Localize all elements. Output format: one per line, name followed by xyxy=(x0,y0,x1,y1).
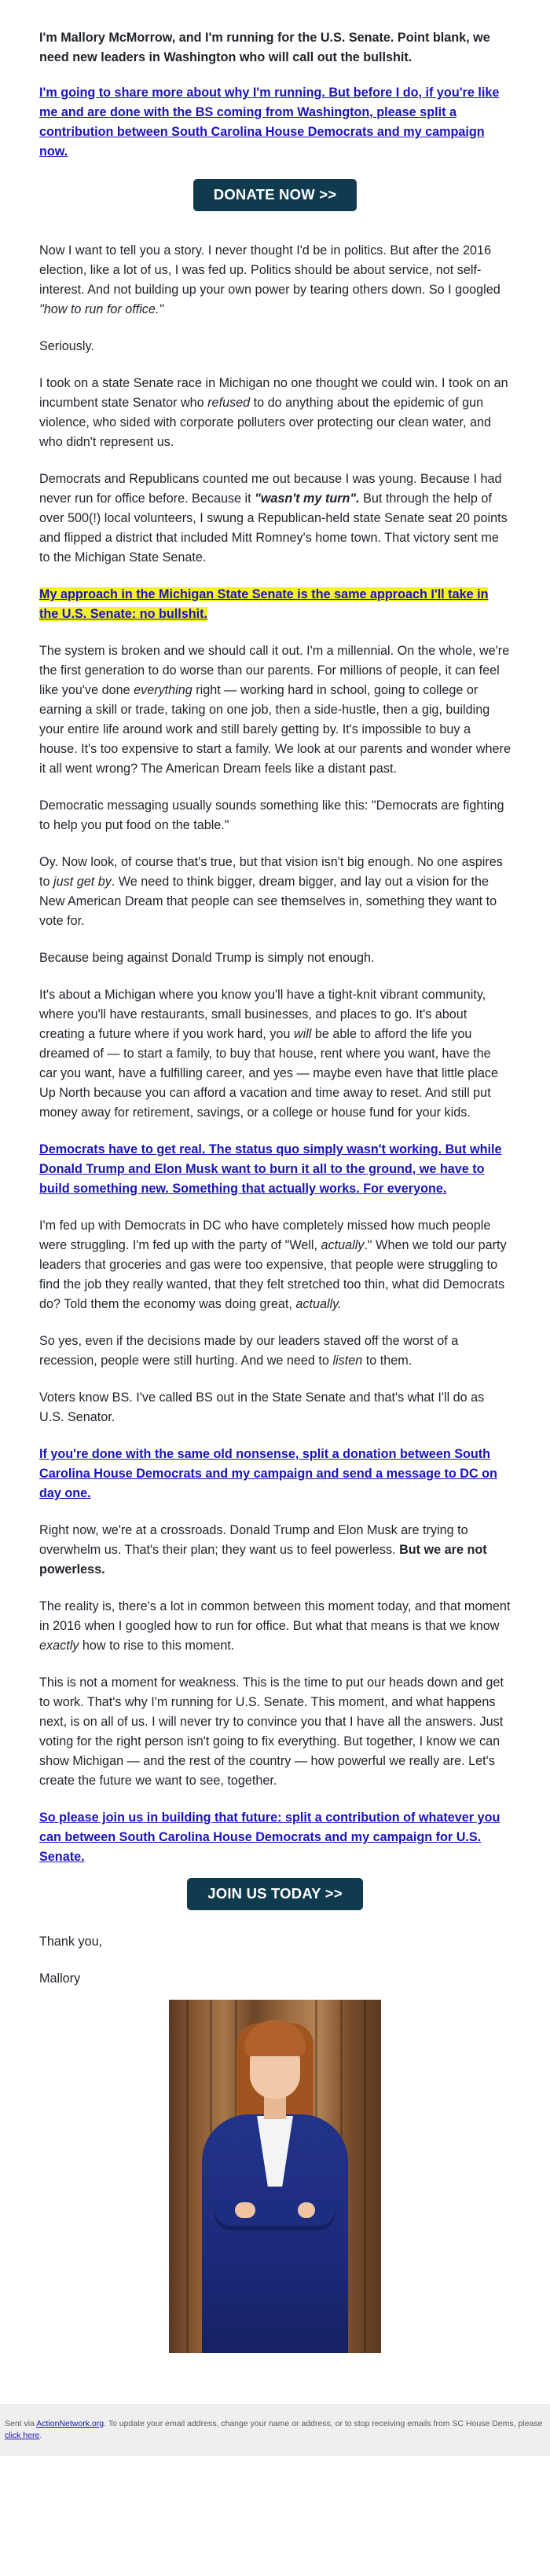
emphasis: will xyxy=(293,1027,312,1041)
footer-text: . To update your email address, change your name or address, or to stop receiving emails from SC House Dems, please xyxy=(104,2419,543,2428)
wood-slat xyxy=(364,2000,366,2353)
highlight-paragraph xyxy=(39,585,511,624)
hand xyxy=(298,2202,315,2218)
cta-paragraph-4 xyxy=(39,1808,511,1867)
story-paragraph-11 xyxy=(39,1332,511,1371)
text: be able to afford the life you dreamed of — to start a family, to buy that house, rent where you want, have the car you want, have a fulfilling career, and yes — maybe even have that little place Up North because you can afford a vacation and time away to reset. And still put money away for retirement, savings, or a college or house fund for your kids. xyxy=(39,1027,498,1120)
text: I took on a state Senate race in Michigan no one thought we could win. I took on an incumbent state Senator who xyxy=(39,376,508,410)
text: It's about a Michigan where you know you'll have a tight-knit vibrant community, where you'll have restaurants, small businesses, and places to go. It's about creating a future where if you work hard, you xyxy=(39,988,486,1041)
cta-paragraph-1 xyxy=(39,83,511,162)
emphasis: exactly xyxy=(39,1639,79,1653)
text: . We need to think bigger, dream bigger, and lay out a vision for the New American Dream that people can see themselves in, something they want to vote for. xyxy=(39,875,497,928)
signoff: Thank you, xyxy=(39,1935,103,1949)
story-paragraph-2: Seriously. xyxy=(39,339,94,353)
story-paragraph-8: Because being against Donald Trump is simply not enough. xyxy=(39,951,375,965)
story-paragraph-3 xyxy=(39,374,511,452)
text: The reality is, there's a lot in common between this moment today, and that moment in 2016 when I googled how to run for office. But what that means is that we know xyxy=(39,1599,511,1633)
text: right — working hard in school, going to college or earning a skill or trade, taking on one job, then a side-hustle, then a gig, building your entire life around work and still barely getting by. It's impossible to buy a house. It's too expensive to start a family. We look at our parents and wonder where it all went wrong? The American Dream feels like a distant past. xyxy=(39,683,511,776)
story-paragraph-10 xyxy=(39,1216,511,1314)
text: I'm fed up with Democrats in DC who have completely missed how much people were struggling. I'm fed up with the party of "Well, xyxy=(39,1219,491,1252)
text: Right now, we're at a crossroads. Donald Trump and Elon Musk are trying to overwhelm us. That's their plan; they want us to feel powerless. xyxy=(39,1523,468,1557)
text: Democrats and Republicans counted me out because I was young. Because I had never run for office before. Because it xyxy=(39,472,502,506)
hand xyxy=(235,2202,255,2218)
text: to do anything about the epidemic of gun violence, who sided with corporate polluters over protecting our clean water, and who didn't represent us. xyxy=(39,396,491,449)
emphasis: everything xyxy=(134,683,192,697)
contribute-link-1[interactable]: I'm going to share more about why I'm running. But before I do, if you're like me and are done with the BS coming from Washington, please split a contribution between South Carolina House Democrats and my campaign now. xyxy=(39,86,500,159)
crossed-arms xyxy=(214,2196,336,2231)
emphasis: just get by xyxy=(53,875,112,889)
text: how to rise to this moment. xyxy=(79,1639,235,1653)
emphasis: actually xyxy=(321,1238,365,1252)
candidate-photo xyxy=(169,2000,381,2353)
emphasis: "how to run for office." xyxy=(39,302,164,316)
text: ." When we told our party leaders that groceries and gas were too expensive, that people were struggling to find the job they really wanted, that they felt stretched too thin, what did Democrats do? Told them the economy was doing great, xyxy=(39,1238,507,1311)
cta-paragraph-3 xyxy=(39,1445,511,1504)
signature: Mallory xyxy=(39,1971,81,1986)
text: Oy. Now look, of course that's true, but that vision isn't big enough. No one aspires to xyxy=(39,855,503,889)
story-paragraph-1 xyxy=(39,241,511,320)
cta-paragraph-2 xyxy=(39,1140,511,1199)
story-paragraph-15: This is not a moment for weakness. This is the time to put our heads down and get to work. That's why I'm running for U.S. Senate. This moment, and what happens next, is on all of us. I will never try to convince you that I have all the answers. Just voting for the right person isn't going to fix everything. But together, I know we can show Michigan — and the rest of the country — how powerful we really are. Let's create the future we want to see, together. xyxy=(39,1675,504,1788)
photo-wrap xyxy=(39,2000,511,2357)
highlight-link[interactable]: My approach in the Michigan State Senate is the same approach I'll take in the U.S. Senate: no bullshit. xyxy=(39,587,489,621)
intro-paragraph: I'm Mallory McMorrow, and I'm running for the U.S. Senate. Point blank, we need new leaders in Washington who will call out the bullshit. xyxy=(39,31,490,64)
bold-text: But we are not powerless. xyxy=(39,1543,487,1577)
wood-slat xyxy=(186,2000,189,2353)
story-paragraph-9 xyxy=(39,985,511,1123)
join-button-wrap xyxy=(39,1878,511,1910)
text: The system is broken and we should call it out. I'm a millennial. On the whole, we're the first generation to do worse than our parents. For millions of people, it can feel like you've done xyxy=(39,644,510,697)
text: But through the help of over 500(!) local volunteers, I swung a Republican-held state Senate seat 20 points and flipped a district that included Mitt Romney's home town. That victory sent me to the Michigan State Senate. xyxy=(39,491,508,565)
contribute-link-4[interactable]: So please join us in building that future: split a contribution of whatever you can between South Carolina House Democrats and my campaign for U.S. Senate. xyxy=(39,1811,500,1864)
story-paragraph-4 xyxy=(39,470,511,568)
email-footer xyxy=(0,2404,550,2456)
text: Now I want to tell you a story. I never thought I'd be in politics. But after the 2016 election, like a lot of us, I was fed up. Politics should be about service, not self-interest. And not building up your own power by tearing others down. So I googled xyxy=(39,243,500,297)
footer-text: . xyxy=(39,2431,42,2440)
emphasis: refused xyxy=(207,396,251,410)
actionnetwork-link[interactable]: ActionNetwork.org xyxy=(36,2419,104,2428)
donate-button-wrap xyxy=(39,179,511,211)
text: to them. xyxy=(362,1354,412,1368)
contribute-link-3[interactable]: If you're done with the same old nonsense, split a donation between South Carolina House Democrats and my campaign and send a message to DC on day one. xyxy=(39,1447,497,1500)
story-paragraph-6: Democratic messaging usually sounds something like this: "Democrats are fighting to help you put food on the table." xyxy=(39,798,504,832)
emphasis: listen xyxy=(332,1354,363,1368)
unsubscribe-link[interactable]: click here xyxy=(5,2431,40,2440)
story-paragraph-13 xyxy=(39,1521,511,1580)
join-us-button[interactable]: JOIN US TODAY >> xyxy=(187,1878,363,1910)
emphasis: actually. xyxy=(295,1297,342,1311)
text: So yes, even if the decisions made by our leaders staved off the worst of a recession, people were still hurting. And we need to xyxy=(39,1334,459,1368)
story-paragraph-5 xyxy=(39,641,511,779)
footer-text: Sent via xyxy=(5,2419,37,2428)
emphasis: "wasn't my turn". xyxy=(255,491,360,506)
contribute-link-2[interactable]: Democrats have to get real. The status quo simply wasn't working. But while Donald Trump and Elon Musk want to burn it all to the ground, we have to build something new. Something that actually works. For everyone. xyxy=(39,1142,502,1196)
story-paragraph-12: Voters know BS. I've called BS out in the State Senate and that's what I'll do as U.S. Senator. xyxy=(39,1390,485,1424)
donate-now-button[interactable]: DONATE NOW >> xyxy=(193,179,357,211)
story-paragraph-14 xyxy=(39,1597,511,1656)
story-paragraph-7 xyxy=(39,853,511,931)
